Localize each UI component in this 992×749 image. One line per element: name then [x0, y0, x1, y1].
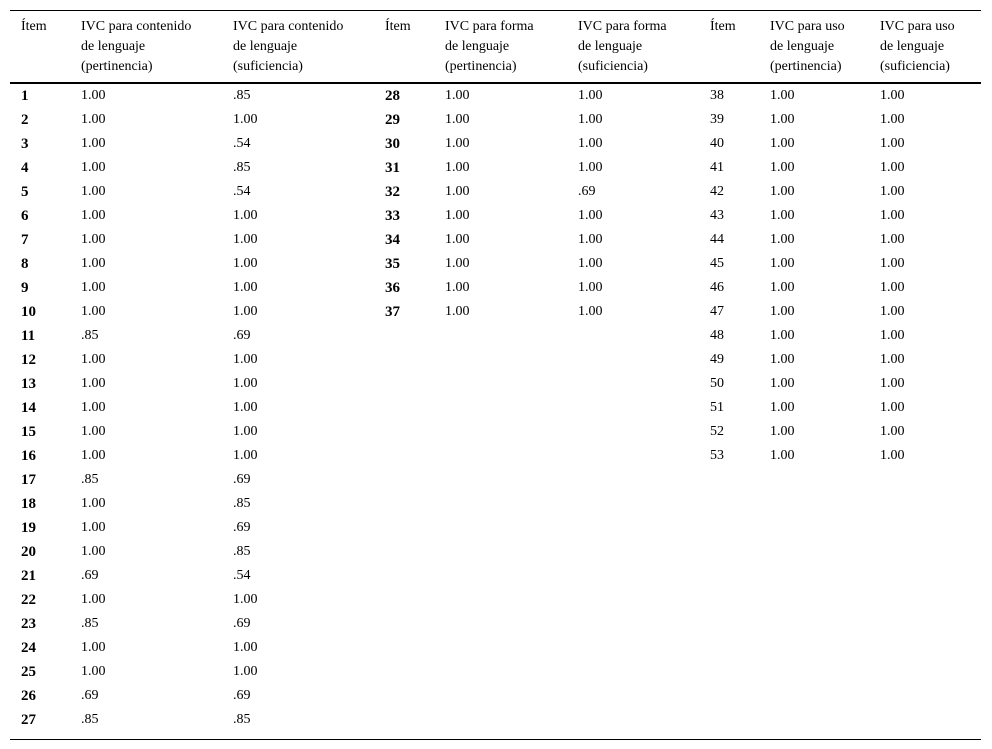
contenido-pertinencia-value: 1.00 — [81, 544, 106, 559]
uso-suficiencia-value: 1.00 — [880, 304, 905, 319]
contenido-pertinencia-value: 1.00 — [81, 232, 106, 247]
contenido-suficiencia-value: 1.00 — [233, 448, 258, 463]
uso-pertinencia-value: 1.00 — [770, 88, 795, 103]
uso-pertinencia-value: 1.00 — [770, 256, 795, 271]
contenido-pertinencia-value: 1.00 — [81, 304, 106, 319]
uso-suficiencia-value: 1.00 — [880, 208, 905, 223]
contenido-pertinencia-value: .69 — [81, 688, 99, 703]
contenido-pertinencia-value: 1.00 — [81, 352, 106, 367]
contenido-item-number: 10 — [21, 304, 36, 320]
contenido-pertinencia-value: 1.00 — [81, 208, 106, 223]
forma-item-number: 34 — [385, 232, 400, 248]
uso-pertinencia-value: 1.00 — [770, 160, 795, 175]
contenido-suficiencia-value: .85 — [233, 712, 251, 727]
uso-suficiencia-value: 1.00 — [880, 160, 905, 175]
uso-suficiencia-value: 1.00 — [880, 352, 905, 367]
uso-pertinencia-value: 1.00 — [770, 448, 795, 463]
contenido-suficiencia-value: .85 — [233, 88, 251, 103]
uso-pertinencia-value: 1.00 — [770, 400, 795, 415]
contenido-pertinencia-value: 1.00 — [81, 424, 106, 439]
contenido-pertinencia-value: .85 — [81, 328, 99, 343]
contenido-item-number: 23 — [21, 616, 36, 632]
header-forma-pertinencia: IVC para forma de lenguaje (pertinencia) — [445, 19, 534, 74]
uso-item-number: 46 — [710, 280, 724, 295]
contenido-item-number: 26 — [21, 688, 36, 704]
contenido-item-number: 18 — [21, 496, 36, 512]
uso-pertinencia-value: 1.00 — [770, 280, 795, 295]
forma-item-number: 35 — [385, 256, 400, 272]
uso-item-number: 41 — [710, 160, 724, 175]
uso-suficiencia-value: 1.00 — [880, 424, 905, 439]
contenido-suficiencia-value: .85 — [233, 160, 251, 175]
forma-item-number: 37 — [385, 304, 400, 320]
contenido-item-number: 13 — [21, 376, 36, 392]
contenido-pertinencia-value: .85 — [81, 472, 99, 487]
uso-suficiencia-value: 1.00 — [880, 184, 905, 199]
header-contenido-suficiencia: IVC para contenido de lenguaje (suficiencia) — [233, 19, 344, 74]
contenido-pertinencia-value: 1.00 — [81, 592, 106, 607]
contenido-suficiencia-value: 1.00 — [233, 112, 258, 127]
contenido-pertinencia-value: 1.00 — [81, 376, 106, 391]
contenido-item-number: 11 — [21, 328, 36, 344]
contenido-item-number: 6 — [21, 208, 29, 224]
contenido-suficiencia-value: 1.00 — [233, 664, 258, 679]
contenido-suficiencia-value: 1.00 — [233, 376, 258, 391]
contenido-item-number: 5 — [21, 184, 29, 200]
header-uso-pertinencia: IVC para uso de lenguaje (pertinencia) — [770, 19, 845, 74]
contenido-pertinencia-value: 1.00 — [81, 520, 106, 535]
forma-pertinencia-value: 1.00 — [445, 304, 470, 319]
contenido-item-number: 25 — [21, 664, 36, 680]
forma-suficiencia-value: 1.00 — [578, 280, 603, 295]
uso-pertinencia-value: 1.00 — [770, 184, 795, 199]
uso-suficiencia-value: 1.00 — [880, 400, 905, 415]
uso-item-number: 43 — [710, 208, 724, 223]
contenido-suficiencia-value: 1.00 — [233, 256, 258, 271]
uso-suficiencia-value: 1.00 — [880, 88, 905, 103]
forma-suficiencia-value: 1.00 — [578, 160, 603, 175]
contenido-suficiencia-value: 1.00 — [233, 352, 258, 367]
uso-suficiencia-value: 1.00 — [880, 136, 905, 151]
forma-item-number: 31 — [385, 160, 400, 176]
contenido-suficiencia-value: .85 — [233, 496, 251, 511]
forma-pertinencia-value: 1.00 — [445, 280, 470, 295]
contenido-suficiencia-value: 1.00 — [233, 424, 258, 439]
contenido-item-number: 21 — [21, 568, 36, 584]
forma-suficiencia-value: 1.00 — [578, 88, 603, 103]
contenido-item-number: 14 — [21, 400, 36, 416]
forma-item-number: 36 — [385, 280, 400, 296]
uso-item-number: 40 — [710, 136, 724, 151]
header-item-3: Ítem — [710, 19, 736, 34]
uso-item-number: 44 — [710, 232, 724, 247]
forma-pertinencia-value: 1.00 — [445, 184, 470, 199]
contenido-item-number: 16 — [21, 448, 36, 464]
contenido-pertinencia-value: .85 — [81, 616, 99, 631]
contenido-pertinencia-value: 1.00 — [81, 88, 106, 103]
forma-pertinencia-value: 1.00 — [445, 160, 470, 175]
contenido-pertinencia-value: 1.00 — [81, 136, 106, 151]
contenido-item-number: 4 — [21, 160, 29, 176]
uso-item-number: 47 — [710, 304, 724, 319]
contenido-item-number: 8 — [21, 256, 29, 272]
uso-suficiencia-value: 1.00 — [880, 448, 905, 463]
contenido-suficiencia-value: .54 — [233, 136, 251, 151]
forma-item-number: 32 — [385, 184, 400, 200]
contenido-suficiencia-value: 1.00 — [233, 640, 258, 655]
uso-item-number: 53 — [710, 448, 724, 463]
uso-item-number: 39 — [710, 112, 724, 127]
contenido-item-number: 1 — [21, 88, 29, 104]
uso-pertinencia-value: 1.00 — [770, 352, 795, 367]
contenido-pertinencia-value: .69 — [81, 568, 99, 583]
header-item-2: Ítem — [385, 19, 411, 34]
uso-item-number: 48 — [710, 328, 724, 343]
uso-item-number: 51 — [710, 400, 724, 415]
forma-item-number: 30 — [385, 136, 400, 152]
contenido-item-number: 3 — [21, 136, 29, 152]
contenido-pertinencia-value: 1.00 — [81, 640, 106, 655]
contenido-pertinencia-value: 1.00 — [81, 184, 106, 199]
contenido-item-number: 20 — [21, 544, 36, 560]
uso-item-number: 38 — [710, 88, 724, 103]
contenido-suficiencia-value: 1.00 — [233, 304, 258, 319]
forma-suficiencia-value: 1.00 — [578, 112, 603, 127]
contenido-pertinencia-value: 1.00 — [81, 112, 106, 127]
contenido-item-number: 15 — [21, 424, 36, 440]
contenido-suficiencia-value: .69 — [233, 688, 251, 703]
uso-suficiencia-value: 1.00 — [880, 232, 905, 247]
contenido-item-number: 24 — [21, 640, 36, 656]
uso-pertinencia-value: 1.00 — [770, 376, 795, 391]
contenido-pertinencia-value: 1.00 — [81, 664, 106, 679]
contenido-item-number: 19 — [21, 520, 36, 536]
uso-suficiencia-value: 1.00 — [880, 112, 905, 127]
uso-pertinencia-value: 1.00 — [770, 328, 795, 343]
forma-pertinencia-value: 1.00 — [445, 136, 470, 151]
contenido-item-number: 2 — [21, 112, 29, 128]
contenido-suficiencia-value: 1.00 — [233, 280, 258, 295]
contenido-pertinencia-value: 1.00 — [81, 160, 106, 175]
contenido-item-number: 17 — [21, 472, 36, 488]
contenido-suficiencia-value: 1.00 — [233, 400, 258, 415]
forma-suficiencia-value: 1.00 — [578, 136, 603, 151]
uso-item-number: 45 — [710, 256, 724, 271]
forma-pertinencia-value: 1.00 — [445, 232, 470, 247]
contenido-suficiencia-value: .54 — [233, 568, 251, 583]
forma-pertinencia-value: 1.00 — [445, 256, 470, 271]
forma-item-number: 28 — [385, 88, 400, 104]
uso-item-number: 49 — [710, 352, 724, 367]
contenido-suficiencia-value: .69 — [233, 472, 251, 487]
contenido-suficiencia-value: 1.00 — [233, 232, 258, 247]
contenido-suficiencia-value: .69 — [233, 328, 251, 343]
uso-suficiencia-value: 1.00 — [880, 256, 905, 271]
contenido-pertinencia-value: 1.00 — [81, 448, 106, 463]
forma-suficiencia-value: 1.00 — [578, 208, 603, 223]
contenido-item-number: 7 — [21, 232, 29, 248]
uso-pertinencia-value: 1.00 — [770, 304, 795, 319]
contenido-item-number: 27 — [21, 712, 36, 728]
uso-item-number: 52 — [710, 424, 724, 439]
forma-item-number: 33 — [385, 208, 400, 224]
uso-suficiencia-value: 1.00 — [880, 376, 905, 391]
uso-pertinencia-value: 1.00 — [770, 424, 795, 439]
uso-item-number: 50 — [710, 376, 724, 391]
forma-suficiencia-value: .69 — [578, 184, 596, 199]
uso-item-number: 42 — [710, 184, 724, 199]
forma-pertinencia-value: 1.00 — [445, 112, 470, 127]
forma-item-number: 29 — [385, 112, 400, 128]
uso-pertinencia-value: 1.00 — [770, 208, 795, 223]
contenido-suficiencia-value: .69 — [233, 616, 251, 631]
forma-suficiencia-value: 1.00 — [578, 256, 603, 271]
contenido-item-number: 12 — [21, 352, 36, 368]
contenido-suficiencia-value: .85 — [233, 544, 251, 559]
uso-pertinencia-value: 1.00 — [770, 112, 795, 127]
uso-pertinencia-value: 1.00 — [770, 136, 795, 151]
uso-suficiencia-value: 1.00 — [880, 328, 905, 343]
header-forma-suficiencia: IVC para forma de lenguaje (suficiencia) — [578, 19, 667, 74]
contenido-pertinencia-value: .85 — [81, 712, 99, 727]
contenido-suficiencia-value: .69 — [233, 520, 251, 535]
contenido-pertinencia-value: 1.00 — [81, 400, 106, 415]
contenido-item-number: 9 — [21, 280, 29, 296]
forma-suficiencia-value: 1.00 — [578, 232, 603, 247]
contenido-suficiencia-value: 1.00 — [233, 592, 258, 607]
header-item-1: Ítem — [21, 19, 47, 34]
contenido-pertinencia-value: 1.00 — [81, 256, 106, 271]
uso-suficiencia-value: 1.00 — [880, 280, 905, 295]
header-contenido-pertinencia: IVC para contenido de lenguaje (pertinencia) — [81, 19, 192, 74]
forma-suficiencia-value: 1.00 — [578, 304, 603, 319]
forma-pertinencia-value: 1.00 — [445, 88, 470, 103]
contenido-item-number: 22 — [21, 592, 36, 608]
contenido-suficiencia-value: 1.00 — [233, 208, 258, 223]
header-uso-suficiencia: IVC para uso de lenguaje (suficiencia) — [880, 19, 955, 74]
contenido-pertinencia-value: 1.00 — [81, 280, 106, 295]
forma-pertinencia-value: 1.00 — [445, 208, 470, 223]
contenido-suficiencia-value: .54 — [233, 184, 251, 199]
uso-pertinencia-value: 1.00 — [770, 232, 795, 247]
contenido-pertinencia-value: 1.00 — [81, 496, 106, 511]
